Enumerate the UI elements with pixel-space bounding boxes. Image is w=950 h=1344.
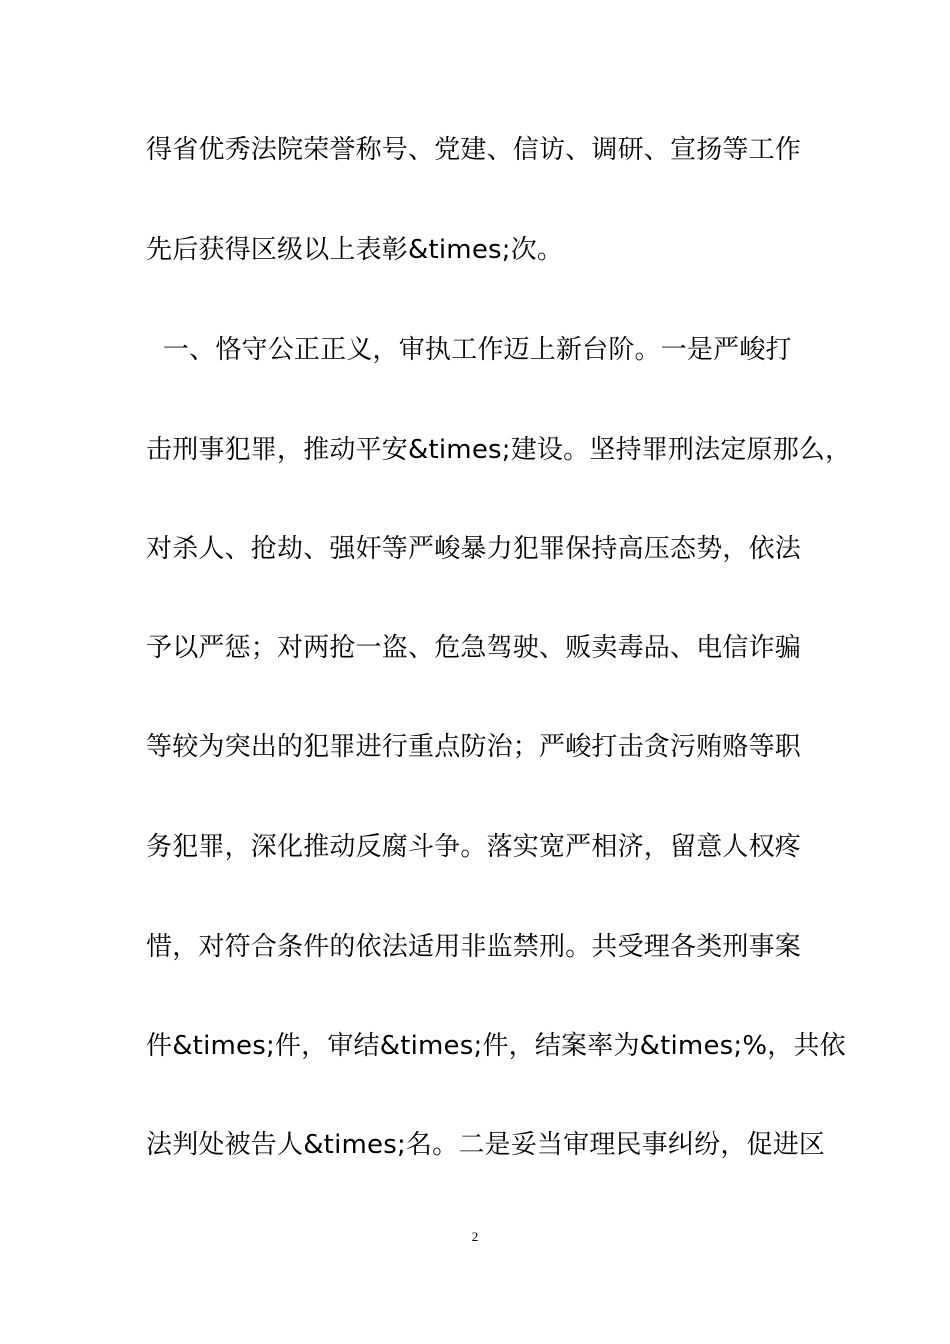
text-line: 件&times;件，审结&times;件，结案率为&times;%，共依 xyxy=(146,1031,846,1061)
text-line: 予以严惩；对两抢一盗、危急驾驶、贩卖毒品、电信诈骗 xyxy=(146,633,802,663)
page-number: 2 xyxy=(471,1229,479,1244)
text-line: 法判处被告人&times;名。二是妥当审理民事纠纷，促进区 xyxy=(146,1130,826,1160)
text-line: 得省优秀法院荣誉称号、党建、信访、调研、宣扬等工作 xyxy=(146,135,802,165)
text-line: 击刑事犯罪，推动平安&times;建设。坚持罪刑法定原那么， xyxy=(146,435,852,465)
text-line: 先后获得区级以上表彰&times;次。 xyxy=(146,235,564,265)
text-line: 等较为突出的犯罪进行重点防治；严峻打击贪污贿赂等职 xyxy=(146,732,802,762)
text-line: 一、恪守公正正义，审执工作迈上新台阶。一是严峻打 xyxy=(146,335,792,365)
text-line: 惜，对符合条件的依法适用非监禁刑。共受理各类刑事案 xyxy=(146,932,802,962)
text-line: 务犯罪，深化推动反腐斗争。落实宽严相济，留意人权疼 xyxy=(146,832,802,862)
text-line: 对杀人、抢劫、强奸等严峻暴力犯罪保持高压态势，依法 xyxy=(146,534,802,564)
